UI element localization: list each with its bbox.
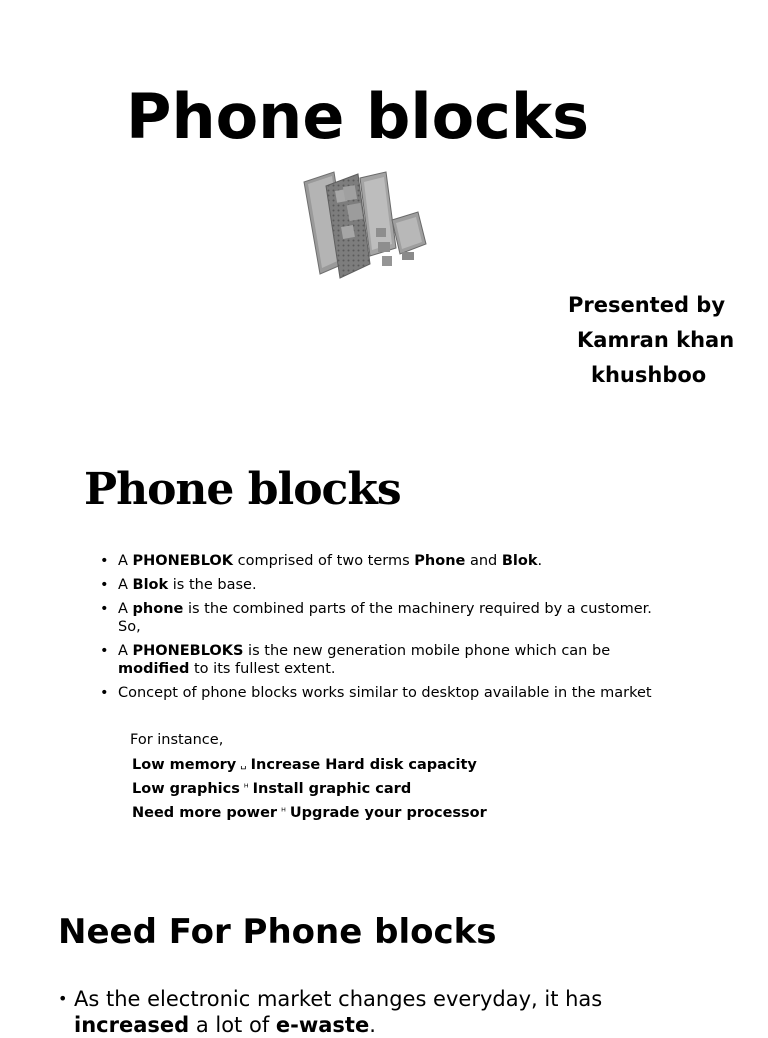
arrow-symbol-icon: ␣ bbox=[240, 759, 247, 770]
example-row bbox=[132, 756, 477, 774]
presenter-name-1: Kamran khan bbox=[577, 328, 735, 352]
bullet-dot: • bbox=[58, 989, 68, 1008]
example-solution: Increase Hard disk capacity bbox=[250, 757, 477, 773]
arrow-symbol-icon: ᴴ bbox=[243, 783, 249, 794]
example-row bbox=[132, 804, 487, 822]
example-need: Low memory bbox=[132, 757, 237, 773]
for-instance-label: For instance, bbox=[130, 732, 224, 748]
example-need: Need more power bbox=[132, 805, 278, 821]
need-bullet-ewaste: • As the electronic market changes everyday, it has increased a lot of e-waste. bbox=[58, 987, 603, 1037]
arrow-symbol-icon: ᴴ bbox=[281, 807, 286, 818]
slide3-title: Need For Phone blocks bbox=[58, 912, 497, 952]
bullet-blok-base: • A Blok is the base. bbox=[98, 576, 658, 594]
example-solution: Upgrade your processor bbox=[289, 805, 487, 821]
bullet-phone-definition: • A phone is the combined parts of the machinery required by a customer. So, bbox=[98, 600, 658, 636]
example-solution: Install graphic card bbox=[252, 781, 412, 797]
bullet-phoneblok-terms: • A PHONEBLOK comprised of two terms Phone and Blok. bbox=[98, 552, 658, 570]
slide1-title: Phone blocks bbox=[126, 80, 590, 153]
presenter-name-2: khushboo bbox=[591, 363, 707, 387]
slide2-title: Phone blocks bbox=[84, 464, 401, 515]
bullet-desktop-concept: • Concept of phone blocks works similar to desktop available in the market bbox=[98, 684, 658, 702]
slide2-bullet-list bbox=[98, 552, 658, 708]
example-need: Low graphics bbox=[132, 781, 240, 797]
bullet-phonebloks-generation: • A PHONEBLOKS is the new generation mobile phone which can be modified to its fullest extent. bbox=[98, 642, 658, 678]
modular-phone-exploded-icon bbox=[296, 168, 436, 284]
presented-by-label: Presented by bbox=[568, 293, 726, 317]
example-row bbox=[132, 780, 411, 798]
